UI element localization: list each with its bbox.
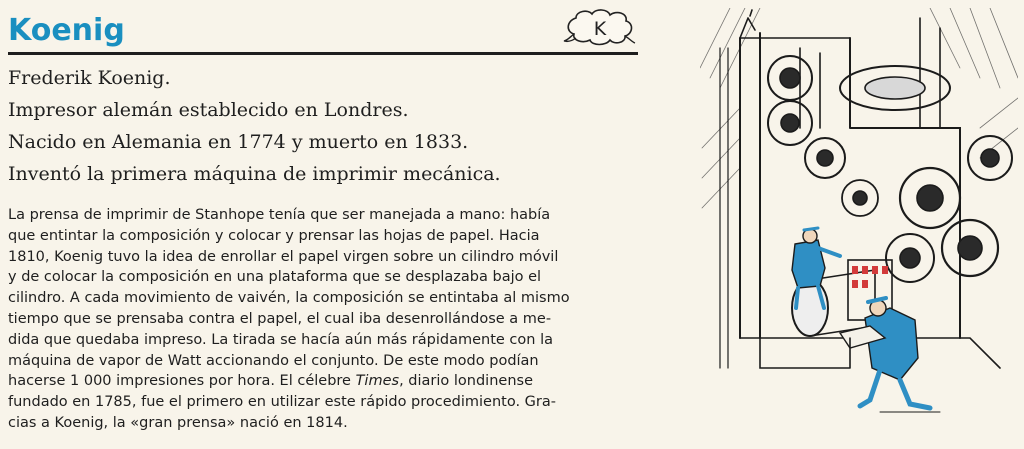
body-line: cilindro. A cada movimiento de vaivén, la composición se entintaba al mismo — [8, 290, 570, 307]
body-line: máquina de vapor de Watt accionando el conjunto. De este modo podían — [8, 352, 539, 369]
intro-line: Frederik Koenig. — [8, 67, 171, 89]
body-line-start: hacerse 1 000 impresiones por hora. El célebre — [8, 373, 356, 390]
body-line: La prensa de imprimir de Stanhope tenía que ser manejada a mano: había — [8, 207, 551, 223]
intro-line: Impresor alemán establecido en Londres. — [8, 99, 409, 121]
body-paragraph — [8, 205, 640, 434]
body-line: cias a Koenig, la «gran prensa» nació en 1814. — [8, 414, 348, 431]
intro-line: Nacido en Alemania en 1774 y muerto en 1833. — [8, 131, 469, 153]
body-line: dida que quedaba impreso. La tirada se hacía aún más rápidamente con la — [8, 331, 553, 348]
badge-letter: K — [593, 18, 607, 40]
intro-line: Inventó la primera máquina de imprimir mecánica. — [8, 163, 501, 185]
body-line: tiempo que se prensaba contra el papel, el cual iba desenrollándose a me- — [8, 310, 552, 327]
body-line: y de colocar la composición en una plataforma que se desplazaba bajo el — [8, 269, 542, 286]
printing-press-illustration — [700, 8, 1018, 420]
body-line-times — [8, 371, 640, 392]
title-rule — [8, 52, 638, 55]
entry-title: Koenig — [8, 13, 125, 48]
body-line: 1810, Koenig tuvo la idea de enrollar el papel virgen sobre un cilindro móvil — [8, 248, 559, 265]
body-line-end: , diario londinense — [399, 373, 533, 390]
newspaper-name: Times — [355, 373, 400, 390]
body-line: que entintar la composición y colocar y prensar las hojas de papel. Hacia — [8, 227, 540, 244]
letter-badge-icon — [562, 8, 636, 48]
body-line: fundado en 1785, fue el primero en utilizar este rápido procedimiento. Gra- — [8, 394, 556, 411]
